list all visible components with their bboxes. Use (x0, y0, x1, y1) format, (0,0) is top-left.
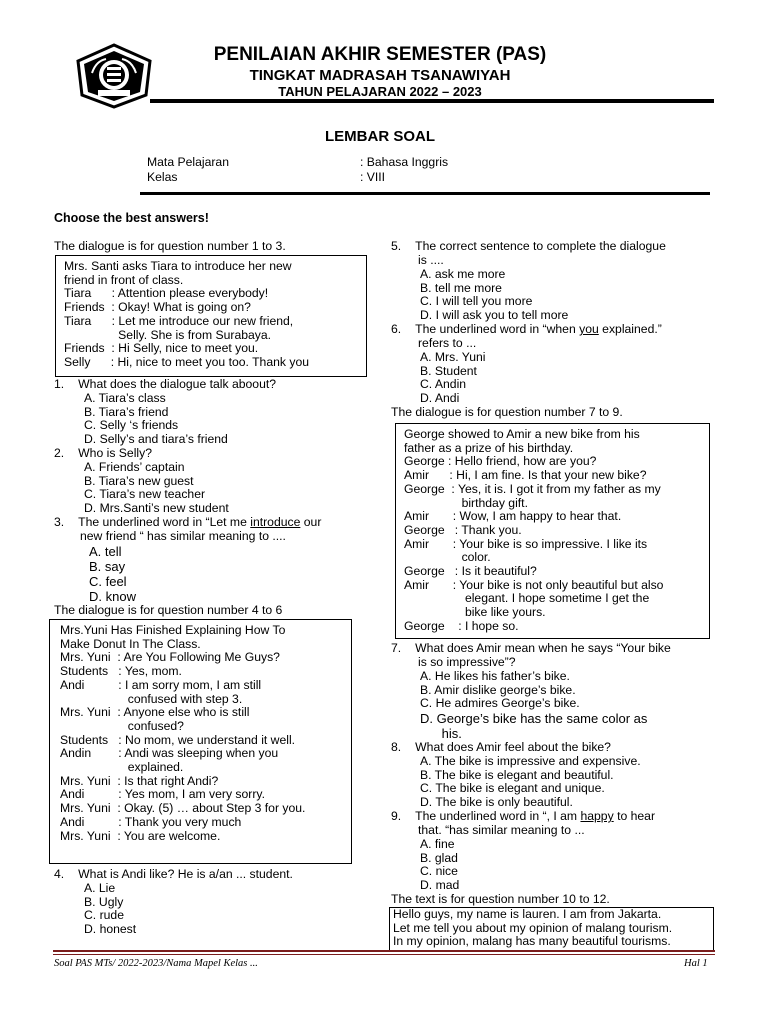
subject-label: Mata Pelajaran (147, 155, 229, 169)
q1-option-a: A. Tiara’s class (84, 391, 166, 405)
box3-line: Amir : Wow, I am happy to hear that. (404, 509, 622, 524)
q6-text-pre: The underlined word in “when (415, 322, 580, 336)
q4-option-c: C. rude (84, 908, 124, 923)
q2-option-a: A. Friends’ captain (84, 460, 185, 474)
box3-line: father as a prize of his birthday. (404, 440, 574, 455)
q7-option-d: D. George’s bike has the same color as (420, 711, 648, 727)
meta-divider (140, 192, 710, 195)
q9-option-d: D. mad (420, 878, 460, 893)
q8-option-d: D. The bike is only beautiful. (420, 795, 573, 810)
q3-text-post: our (300, 515, 322, 529)
box2-line: Andi : Yes mom, I am very sorry. (60, 787, 265, 802)
box3-line: George : Is it beautiful? (404, 564, 537, 579)
q3-text-pre: The underlined word in “Let me (78, 515, 251, 529)
box3-line: George : I hope so. (404, 618, 519, 633)
q3-number: 3. (54, 515, 65, 529)
dialogue-box-1 (55, 255, 367, 377)
q9-number: 9. (391, 809, 402, 823)
box1-line: friend in front of class. (64, 272, 184, 287)
q3-option-a: A. tell (89, 544, 122, 559)
class-label: Kelas (147, 170, 178, 184)
header-divider (150, 99, 714, 103)
footer-divider (53, 950, 715, 952)
q7-number: 7. (391, 641, 402, 655)
q8-text: What does Amir feel about the bike? (415, 740, 611, 754)
dialogue-box-2 (49, 619, 352, 864)
box2-line: explained. (60, 760, 184, 775)
exam-year: TAHUN PELAJARAN 2022 – 2023 (278, 84, 482, 99)
q3-text-line2: new friend “ has similar meaning to .... (80, 528, 286, 543)
box1-line: Mrs. Santi asks Tiara to introduce her new (64, 259, 292, 273)
q2-option-b: B. Tiara’s new guest (84, 473, 194, 488)
q8-option-b: B. The bike is elegant and beautiful. (420, 767, 614, 782)
kemenag-logo-icon (74, 43, 154, 109)
subject-value: : Bahasa Inggris (360, 155, 449, 169)
box3-line: George showed to Amir a new bike from his (404, 427, 640, 441)
box1-line: Tiara : Let me introduce our new friend, (64, 313, 294, 328)
page-number: Hal 1 (684, 958, 708, 969)
box3-line: Amir : Hi, I am fine. Is that your new bike? (404, 468, 647, 483)
q6-option-a: A. Mrs. Yuni (420, 350, 486, 364)
q8-option-a: A. The bike is impressive and expensive. (420, 754, 641, 768)
box2-line: Mrs. Yuni : Anyone else who is still (60, 705, 250, 720)
box3-line: Amir : Your bike is so impressive. I like its (404, 536, 648, 551)
instruction: Choose the best answers! (54, 211, 209, 225)
q1-number: 1. (54, 377, 65, 391)
box3-line: birthday gift. (404, 495, 528, 510)
intro-q1-3: The dialogue is for question number 1 to 3. (54, 239, 286, 253)
box3-line: George : Thank you. (404, 522, 522, 537)
footer-left-text: Soal PAS MTs/ 2022-2023/Nama Mapel Kelas ... (54, 958, 258, 969)
box3-line: elegant. I hope sometime I get the (404, 591, 650, 606)
box2-line: Andin : Andi was sleeping when you (60, 746, 279, 761)
q2-number: 2. (54, 446, 65, 460)
q7-option-b: B. Amir dislike george’s bike. (420, 682, 576, 697)
box2-line: Students : No mom, we understand it well. (60, 732, 296, 747)
q2-option-c: C. Tiara’s new teacher (84, 487, 206, 502)
sheet-title: LEMBAR SOAL (325, 128, 435, 145)
q9-text-pre: The underlined word in “, I am (415, 809, 581, 823)
q8-number: 8. (391, 740, 402, 754)
q4-text: What is Andi like? He is a/an ... student. (78, 867, 293, 881)
q6-option-d: D. Andi (420, 391, 460, 406)
q7-option-a: A. He likes his father’s bike. (420, 669, 570, 683)
box2-line: Make Donut In The Class. (60, 636, 201, 651)
box1-line: Tiara : Attention please everybody! (64, 286, 269, 301)
box2-line: confused with step 3. (60, 691, 243, 706)
box1-line: Selly. She is from Surabaya. (64, 327, 272, 342)
q4-option-b: B. Ugly (84, 894, 124, 909)
q5-number: 5. (391, 239, 402, 253)
class-value: : VIII (360, 170, 386, 184)
q6-text-line2: refers to ... (418, 335, 477, 350)
box2-line: confused? (60, 718, 184, 733)
q9-option-b: B. glad (420, 850, 458, 865)
q6-number: 6. (391, 322, 402, 336)
dialogue-box-3 (395, 423, 710, 639)
box4-line: In my opinion, malang has many beautiful tourisms. (393, 934, 671, 949)
box2-line: Andi : Thank you very much (60, 814, 242, 829)
q3-option-b: B. say (89, 559, 126, 574)
q5-option-c: C. I will tell you more (420, 294, 533, 309)
q5-text-line2: is .... (418, 252, 444, 267)
q9-option-a: A. fine (420, 837, 455, 851)
q6-underlined-word: you (579, 322, 599, 336)
q1-option-b: B. Tiara’s friend (84, 404, 169, 419)
exam-subtitle: TINGKAT MADRASAH TSANAWIYAH (249, 67, 511, 84)
box2-line: Students : Yes, mom. (60, 664, 182, 679)
q4-option-d: D. honest (84, 922, 137, 937)
box2-line: Mrs. Yuni : You are welcome. (60, 828, 221, 843)
q3-underlined-word: introduce (250, 515, 301, 529)
q7-option-c: C. He admires George’s bike. (420, 696, 580, 711)
q9-option-c: C. nice (420, 864, 458, 879)
q5-option-a: A. ask me more (420, 267, 506, 281)
q4-option-a: A. Lie (84, 881, 116, 895)
q5-text: The correct sentence to complete the dialogue (415, 239, 666, 253)
q2-option-d: D. Mrs.Santi’s new student (84, 501, 229, 516)
box2-line: Andi : I am sorry mom, I am still (60, 677, 262, 692)
q9-text-line2: that. “has similar meaning to ... (418, 822, 585, 837)
q3-option-d: D. know (89, 589, 136, 604)
box1-line: Friends : Hi Selly, nice to meet you. (64, 341, 259, 356)
box2-line: Mrs.Yuni Has Finished Explaining How To (60, 623, 286, 637)
box3-line: bike like yours. (404, 605, 546, 620)
q6-option-c: C. Andin (420, 377, 467, 392)
q7-option-d-cont: his. (420, 726, 462, 742)
intro-q7-9: The dialogue is for question number 7 to 9. (391, 405, 623, 419)
q9-underlined-word: happy (580, 809, 614, 823)
q1-text: What does the dialogue talk aboout? (78, 377, 277, 391)
q1-option-c: C. Selly ‘s friends (84, 418, 179, 433)
q1-option-d: D. Selly’s and tiara’s friend (84, 432, 228, 447)
box3-line: George : Yes, it is. I got it from my father as my (404, 481, 661, 496)
q8-option-c: C. The bike is elegant and unique. (420, 781, 605, 796)
q5-option-b: B. tell me more (420, 280, 502, 295)
q6-option-b: B. Student (420, 363, 477, 378)
box2-line: Mrs. Yuni : Is that right Andi? (60, 773, 219, 788)
box3-line: Amir : Your bike is not only beautiful but also (404, 577, 664, 592)
q3-option-c: C. feel (89, 574, 127, 589)
exam-title: PENILAIAN AKHIR SEMESTER (PAS) (213, 44, 547, 65)
box4-line: Hello guys, my name is lauren. I am from Jakarta. (393, 907, 662, 921)
footer-divider-thin (53, 954, 715, 955)
q5-option-d: D. I will ask you to tell more (420, 308, 569, 323)
q2-text: Who is Selly? (78, 446, 152, 460)
box4-line: Let me tell you about my opinion of malang tourism. (393, 920, 673, 935)
box3-line: color. (404, 550, 491, 565)
q6-text-post: explained.” (598, 322, 662, 336)
intro-q10-12: The text is for question number 10 to 12. (391, 892, 610, 906)
intro-q4-6: The dialogue is for question number 4 to 6 (54, 603, 283, 617)
box2-line: Mrs. Yuni : Okay. (5) … about Step 3 for you. (60, 801, 306, 816)
text-box-4 (389, 907, 714, 950)
q7-text: What does Amir mean when he says “Your bike (415, 641, 671, 655)
box2-line: Mrs. Yuni : Are You Following Me Guys? (60, 650, 280, 665)
q4-number: 4. (54, 867, 65, 881)
box1-line: Selly : Hi, nice to meet you too. Thank you (64, 354, 309, 369)
box1-line: Friends : Okay! What is going on? (64, 300, 251, 315)
q7-text-line2: is so impressive”? (418, 654, 516, 669)
q9-text-post: to hear (613, 809, 656, 823)
box3-line: George : Hello friend, how are you? (404, 454, 597, 469)
